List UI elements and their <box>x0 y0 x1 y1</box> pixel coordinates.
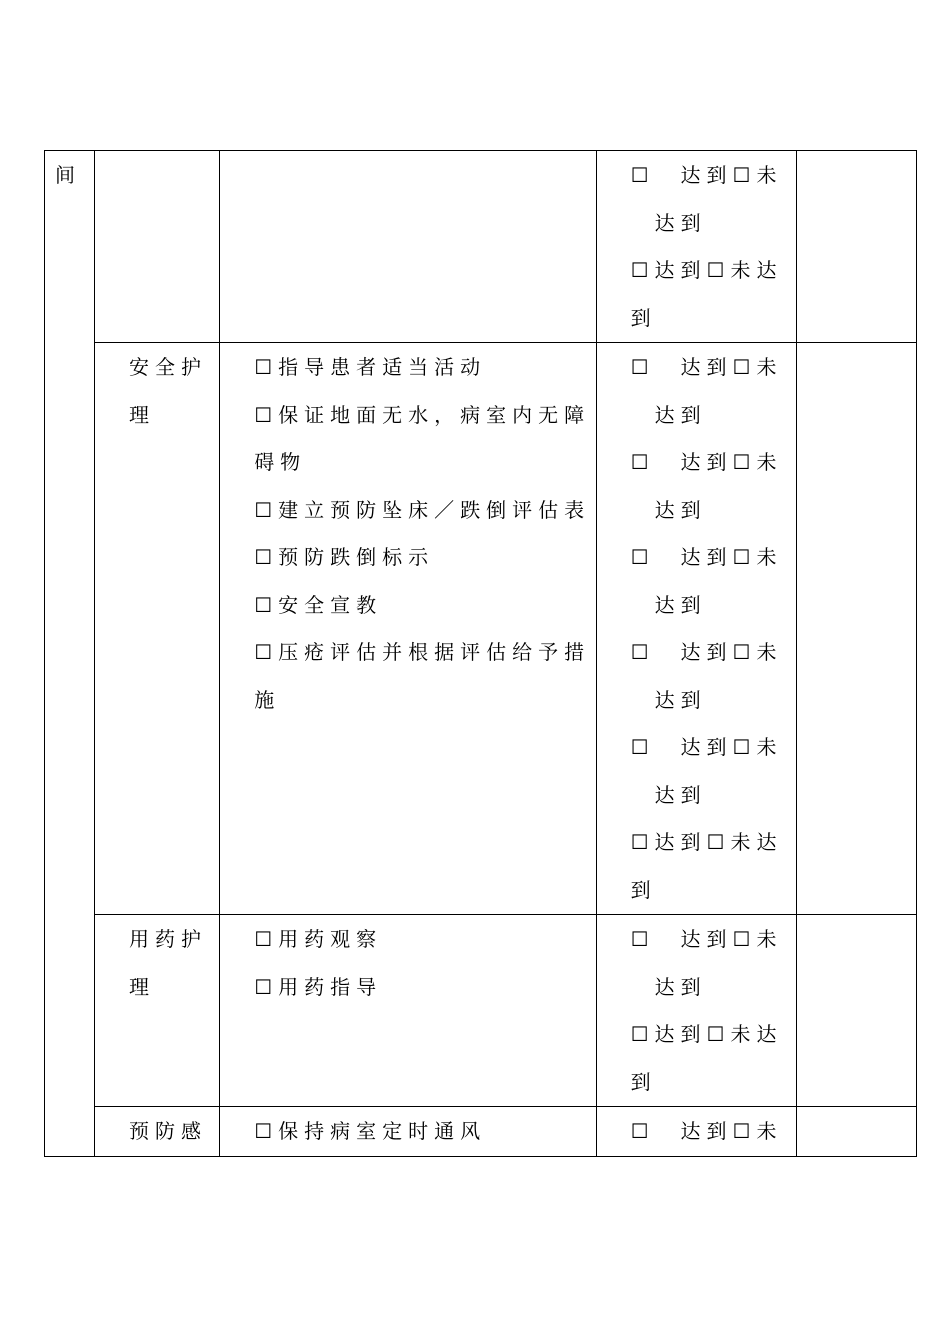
side-label-cell <box>45 151 95 1157</box>
category-label: 安全护 <box>129 355 208 379</box>
category-label: 理 <box>129 974 156 999</box>
checklist-item: ☐安全宣教 <box>254 592 383 617</box>
side-label: 间 <box>55 163 81 187</box>
results-cell <box>596 343 796 915</box>
notes-cell <box>796 151 916 343</box>
result-option-continued: 到 <box>630 877 657 902</box>
result-option: ☐ 达到☐未 <box>630 735 783 759</box>
result-option-continued: 达到 <box>654 592 707 617</box>
checklist-item: ☐保证地面无水，病室内无障 <box>254 402 591 427</box>
category-label: 理 <box>129 402 156 427</box>
notes-cell <box>796 1107 916 1157</box>
category-cell <box>95 1107 220 1157</box>
result-option-continued: 达到 <box>654 974 707 999</box>
items-cell <box>220 151 596 343</box>
checklist-item: 碍物 <box>254 450 307 474</box>
category-cell <box>95 343 220 915</box>
results-cell <box>596 1107 796 1157</box>
nursing-checklist-table <box>44 150 917 1157</box>
notes-cell <box>796 343 916 915</box>
result-option-continued: 达到 <box>654 402 707 427</box>
result-option: ☐ 达到☐未 <box>630 450 783 474</box>
checklist-item: ☐压疮评估并根据评估给予措 <box>254 640 591 664</box>
result-option: ☐ 达到☐未 <box>630 545 783 569</box>
checklist-item: ☐用药观察 <box>254 927 383 951</box>
category-label: 用药护 <box>129 927 208 951</box>
result-option: ☐达到☐未达 <box>630 1022 783 1046</box>
result-option-continued: 到 <box>630 305 657 330</box>
result-option: ☐ 达到☐未 <box>630 927 783 951</box>
items-cell <box>220 915 596 1107</box>
checklist-item: ☐用药指导 <box>254 974 383 999</box>
category-label: 预防感 <box>129 1119 208 1143</box>
results-cell <box>596 915 796 1107</box>
category-cell <box>95 915 220 1107</box>
result-option: ☐ 达到☐未 <box>630 1119 783 1143</box>
notes-cell <box>796 915 916 1107</box>
result-option: ☐ 达到☐未 <box>630 355 783 379</box>
results-cell <box>596 151 796 343</box>
checklist-item: 施 <box>254 687 281 712</box>
result-option-continued: 到 <box>630 1069 657 1094</box>
table-row <box>45 915 917 1107</box>
checklist-item: ☐建立预防坠床／跌倒评估表 <box>254 497 591 522</box>
table-row <box>45 151 917 343</box>
checklist-item: ☐预防跌倒标示 <box>254 545 435 569</box>
result-option: ☐达到☐未达 <box>630 258 783 282</box>
result-option: ☐达到☐未达 <box>630 830 783 854</box>
result-option: ☐ 达到☐未 <box>630 640 783 664</box>
table-row <box>45 1107 917 1157</box>
result-option-continued: 达到 <box>654 687 707 712</box>
items-cell <box>220 1107 596 1157</box>
items-cell <box>220 343 596 915</box>
result-option-continued: 达到 <box>654 210 707 235</box>
checklist-item: ☐指导患者适当活动 <box>254 355 487 379</box>
result-option-continued: 达到 <box>654 782 707 807</box>
table-body <box>45 151 917 1157</box>
result-option: ☐ 达到☐未 <box>630 163 783 187</box>
table-row <box>45 343 917 915</box>
result-option-continued: 达到 <box>654 497 707 522</box>
category-cell <box>95 151 220 343</box>
checklist-item: ☐保持病室定时通风 <box>254 1119 487 1143</box>
